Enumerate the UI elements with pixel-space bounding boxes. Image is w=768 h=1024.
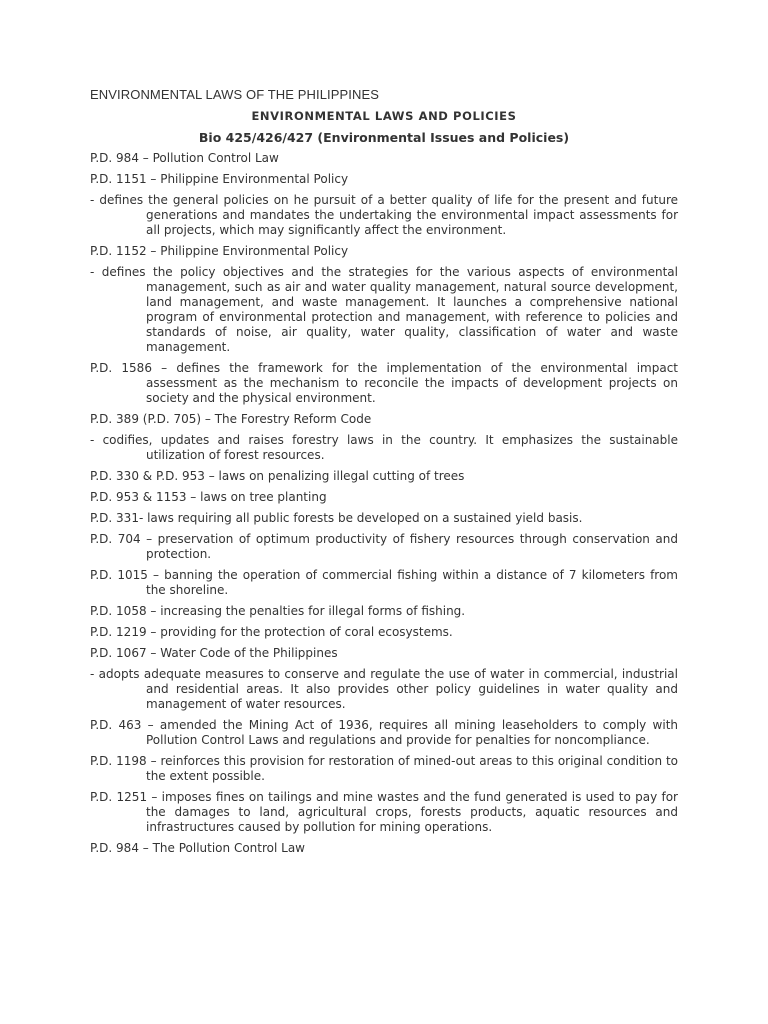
paragraph-pd-1586: P.D. 1586 – defines the framework for the implementation of the environmental impact assessment as the mechanism to reconcile the impacts of development projects on society and the physical environment. [90,361,678,405]
course-subheading: Bio 425/426/427 (Environmental Issues and Policies) [198,130,570,145]
paragraph-pd-1251: P.D. 1251 – imposes fines on tailings and mine wastes and the fund generated is used to pay for the damages to land, agricultural crops, forests products, aquatic resources and infrastructures caused by pollution for mining operations. [90,790,678,834]
paragraph-pd-1058: P.D. 1058 – increasing the penalties for illegal forms of fishing. [90,604,466,618]
paragraph-pd-389: P.D. 389 (P.D. 705) – The Forestry Reform Code [90,412,372,426]
document-title: ENVIRONMENTAL LAWS OF THE PHILIPPINES [90,87,380,102]
paragraph-pd-1219: P.D. 1219 – providing for the protection of coral ecosystems. [90,625,453,639]
paragraph-pd-1015: P.D. 1015 – banning the operation of commercial fishing within a distance of 7 kilometers from the shoreline. [90,568,678,597]
paragraph-pd-1067-desc: - adopts adequate measures to conserve and regulate the use of water in commercial, industrial and residential areas. It also provides other policy guidelines in water quality and management of water resources. [90,667,678,711]
paragraph-pd-1198: P.D. 1198 – reinforces this provision for restoration of mined-out areas to this original condition to the extent possible. [90,754,678,783]
paragraph-pd-463: P.D. 463 – amended the Mining Act of 1936, requires all mining leaseholders to comply with Pollution Control Laws and regulations and provide for penalties for noncompliance. [90,718,678,747]
paragraph-pd-1152: P.D. 1152 – Philippine Environmental Policy [90,244,349,258]
paragraph-pd-1067: P.D. 1067 – Water Code of the Philippines [90,646,338,660]
paragraph-pd-330: P.D. 330 & P.D. 953 – laws on penalizing illegal cutting of trees [90,469,465,483]
section-heading: ENVIRONMENTAL LAWS AND POLICIES [251,109,517,123]
paragraph-pd-984-end: P.D. 984 – The Pollution Control Law [90,841,305,855]
paragraph-pd-704: P.D. 704 – preservation of optimum productivity of fishery resources through conservation and protection. [90,532,678,561]
paragraph-pd-1151-desc: - defines the general policies on he pursuit of a better quality of life for the present and future generations and mandates the undertaking the environmental impact assessments for all projects, which may significantly affect the environment. [90,193,678,237]
paragraph-pd-953: P.D. 953 & 1153 – laws on tree planting [90,490,327,504]
paragraph-pd-389-desc: - codifies, updates and raises forestry laws in the country. It emphasizes the sustainable utilization of forest resources. [90,433,678,462]
paragraph-pd-984: P.D. 984 – Pollution Control Law [90,151,279,165]
paragraph-pd-331: P.D. 331- laws requiring all public forests be developed on a sustained yield basis. [90,511,583,525]
paragraph-pd-1152-desc: - defines the policy objectives and the strategies for the various aspects of environmental management, such as air and water quality management, natural source development, land management, and waste management. It launches a comprehensive national program of environmental protection and management, with reference to policies and standards of noise, air quality, water quality, classification of water and waste management. [90,265,678,354]
document-page [90,86,678,862]
paragraph-pd-1151: P.D. 1151 – Philippine Environmental Policy [90,172,349,186]
